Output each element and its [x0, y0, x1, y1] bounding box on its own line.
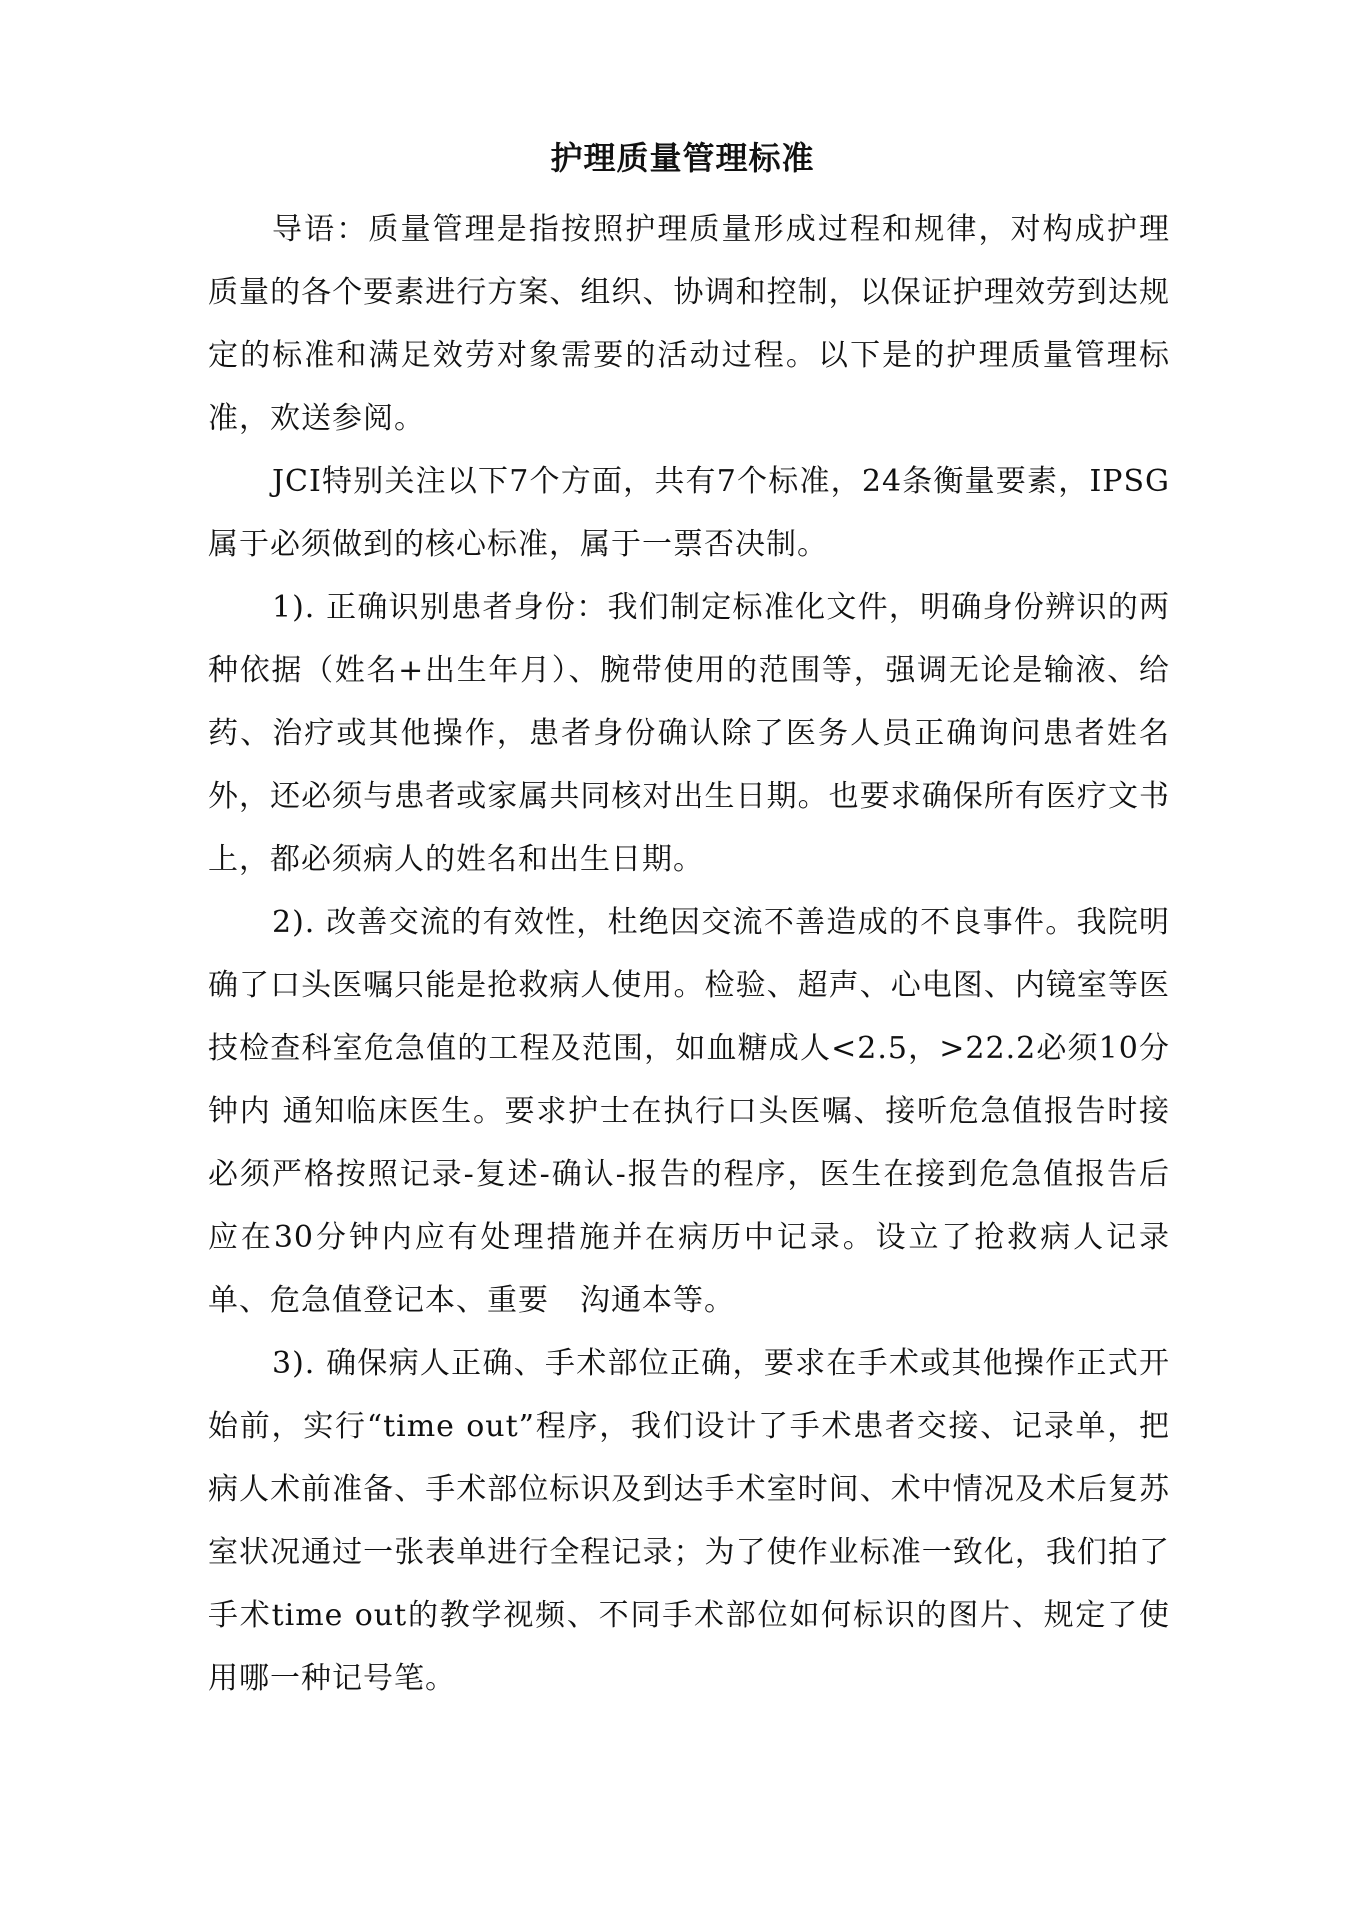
paragraph-intro: 导语：质量管理是指按照护理质量形成过程和规律，对构成护理质量的各个要素进行方案、组织、协调和控制，以保证护理效劳到达规定的标准和满足效劳对象需要的活动过程。以下是的护理质量管理标准，欢送参阅。 [208, 212, 1170, 436]
paragraph-surgical-site: 3). 确保病人正确、手术部位正确，要求在手术或其他操作正式开始前，实行“time out”程序，我们设计了手术患者交接、记录单，把病人术前准备、手术部位标识及到达手术室时间、术中情况及术后复苏室状况通过一张表单进行全程记录；为了使作业标准一致化，我们拍了手术time out的教学视频、不同手术部位如何标识的图片、规定了使用哪一种记号笔。 [208, 1346, 1170, 1696]
document-title: 护理质量管理标准 [550, 139, 815, 177]
paragraph-patient-identification: 1). 正确识别患者身份：我们制定标准化文件，明确身份辨识的两种依据（姓名+出生年月）、腕带使用的范围等，强调无论是输液、给药、治疗或其他操作，患者身份确认除了医务人员正确询问患者姓名外，还必须与患者或家属共同核对出生日期。也要求确保所有医疗文书上，都必须病人的姓名和出生日期。 [208, 590, 1170, 877]
document-body [208, 198, 1170, 1710]
paragraph-jci-overview: JCI特别关注以下7个方面，共有7个标准，24条衡量要素，IPSG属于必须做到的核心标准，属于一票否决制。 [208, 464, 1170, 562]
paragraph-communication: 2). 改善交流的有效性，杜绝因交流不善造成的不良事件。我院明确了口头医嘱只能是抢救病人使用。检验、超声、心电图、内镜室等医技检查科室危急值的工程及范围，如血糖成人<2.5，>22.2必须10分钟内 通知临床医生。要求护士在执行口头医嘱、接听危急值报告时接必须严格按照记录-复述-确认-报告的程序，医生在接到危急值报告后应在30分钟内应有处理措施并在病历中记录。设立了抢救病人记录单、危急值登记本、重要 沟通本等。 [208, 905, 1170, 1318]
